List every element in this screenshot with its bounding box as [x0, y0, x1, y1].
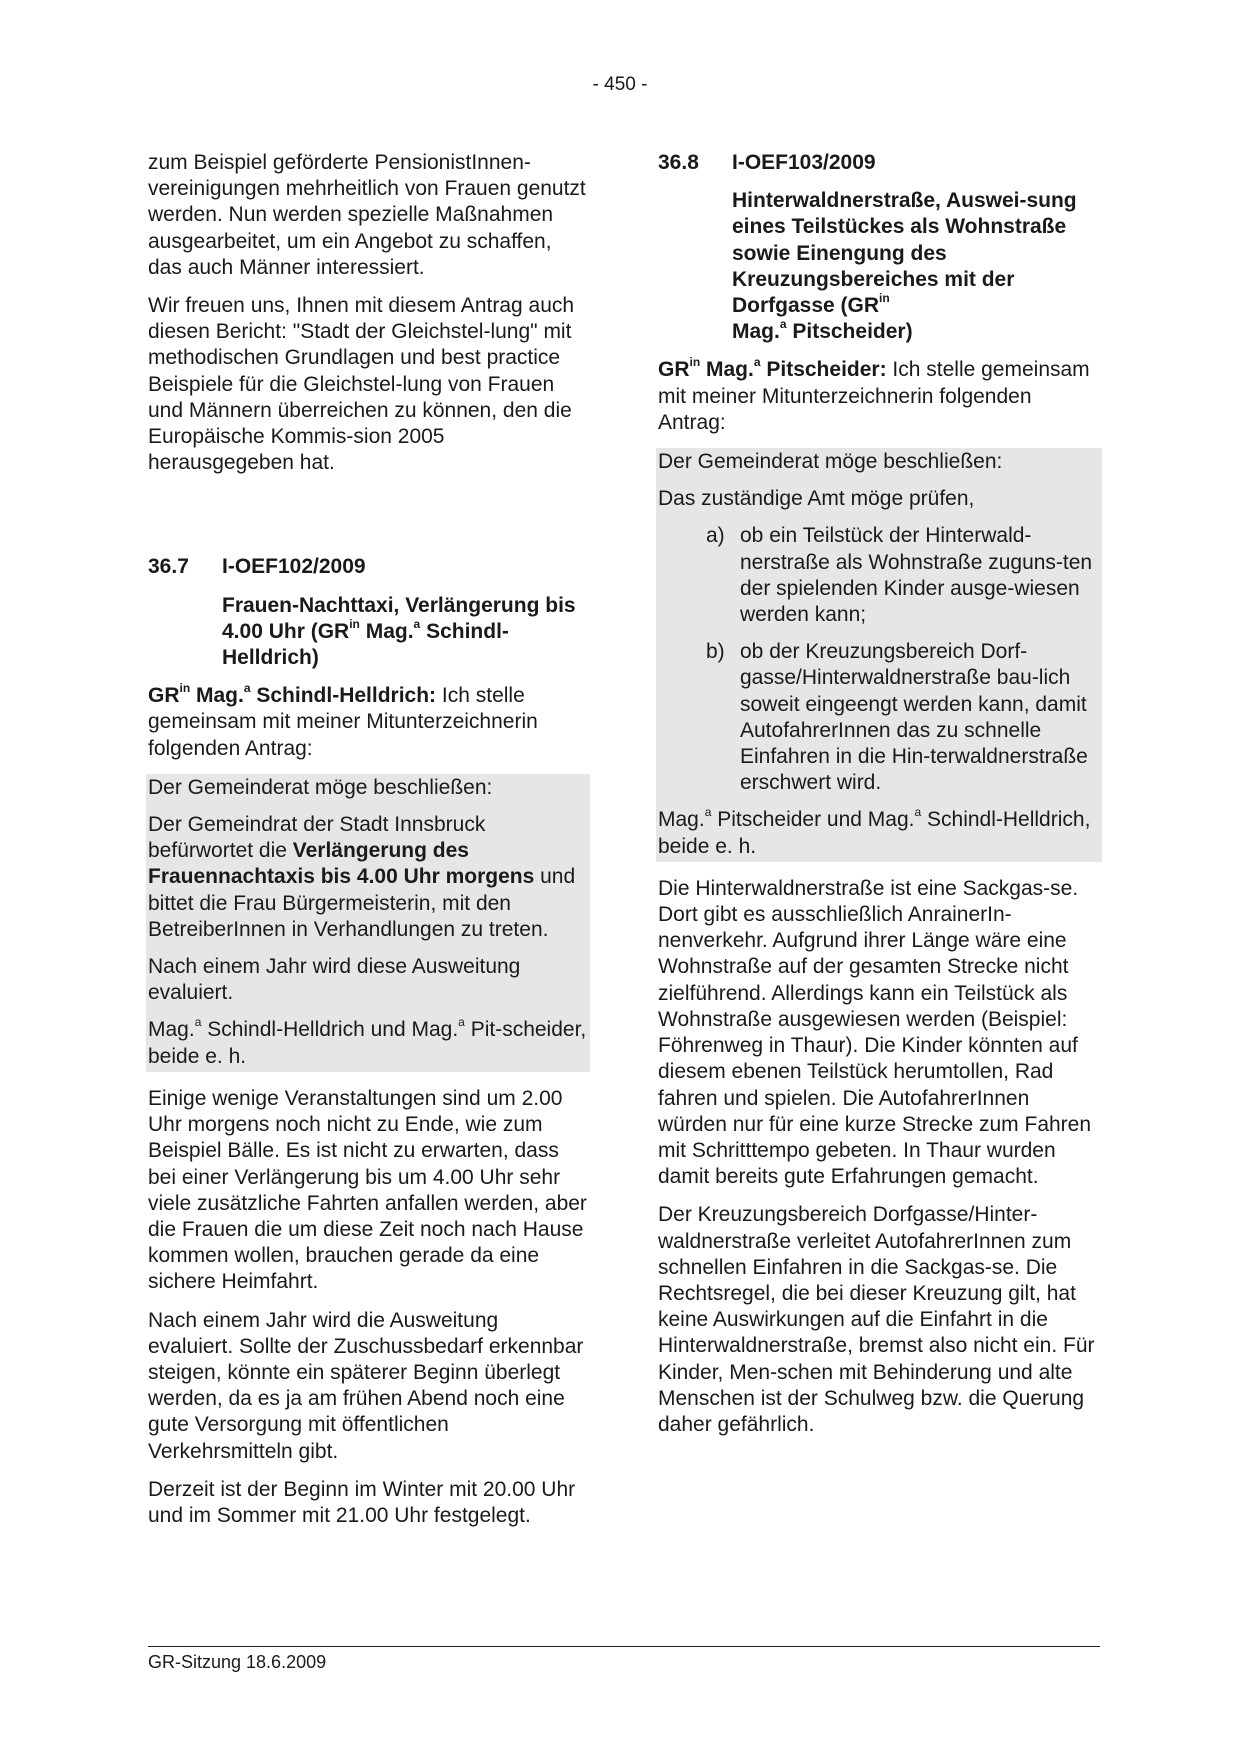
title-text: Mag. [359, 619, 414, 643]
superscript: a [458, 1015, 465, 1030]
superscript: a [243, 681, 251, 696]
speaker-name [148, 681, 437, 708]
speaker-name [658, 355, 887, 382]
paragraph: Die Hinterwaldnerstraße ist eine Sackgas-se. Dort gibt es ausschließlich AnrainerIn-nenverkehr. Aufgrund ihrer Länge wäre eine Wohnstraße auf der gesamten Strecke nicht zielführend. Allerdings kann ein Teilstück als Wohnstraße ausgewiesen werden (Beispiel: Föhrenweg in Thaur). Die Kinder könnten auf diesem ebenen Teilstück herumtollen, Rad fahren und spielen. Die AutofahrerInnen würden nur für eine kurze Strecke zum Fahren mit Schritttempo gebeten. In Thaur wurden damit bereits gute Erfahrungen gemacht. [658, 876, 1092, 1189]
paragraph: zum Beispiel geförderte PensionistInnen-vereinigungen mehrheitlich von Frauen genutzt werden. Nun werden spezielle Maßnahmen ausgearbeitet, um ein Angebot zu schaffen, das auch Männer interessiert. [148, 151, 586, 279]
speaker-mag: Mag. [190, 684, 244, 708]
motion-box [146, 774, 590, 1072]
paragraph: Einige wenige Veranstaltungen sind um 2.00 Uhr morgens noch nicht zu Ende, wie zum Beispiel Bälle. Es ist nicht zu erwarten, dass bei einer Verlängerung bis um 4.00 Uhr sehr viele zusätzliche Fahrten anfallen werden, aber die Frauen die um diese Zeit noch nach Hause kommen wollen, brauchen gerade da eine sichere Heimfahrt. [148, 1086, 587, 1294]
motion-emphasis: Verlängerung des Frauennachtaxis bis 4.00 Uhr morgens [148, 839, 535, 889]
signature-text: Schindl-Helldrich, beide e. h. [658, 808, 1091, 858]
superscript: a [914, 805, 922, 820]
list-marker: b) [706, 640, 725, 664]
motion-check: Das zuständige Amt möge prüfen, [658, 487, 975, 511]
paragraph: Nach einem Jahr wird die Ausweitung evaluiert. Sollte der Zuschussbedarf erkennbar steigen, könnte ein späterer Beginn überlegt werden, da es ja am frühen Abend noch eine gute Versorgung mit öffentlichen Verkehrsmitteln gibt. [148, 1308, 584, 1463]
superscript: a [194, 1015, 202, 1030]
signature-text: Mag. [658, 808, 705, 832]
left-column [148, 150, 588, 1541]
motion-text: und bittet die Frau Bürgermeisterin, mit den BetreiberInnen in Verhandlungen zu treten. [148, 865, 576, 941]
speaker-intro [148, 683, 588, 762]
footer-divider [148, 1646, 1100, 1647]
motion-signature [658, 807, 1100, 859]
section-title [222, 593, 588, 672]
section-number: 36.7 [148, 555, 189, 579]
motion-intro: Der Gemeinderat möge beschließen: [148, 775, 493, 799]
title-text: Hinterwaldnerstraße, Auswei-sung eines Teilstückes als Wohnstraße sowie Einengung des Kreuzungsbereiches mit der Dorfgasse (GR [732, 189, 1077, 318]
title-text: Schindl-Helldrich) [222, 619, 509, 670]
superscript: in [349, 616, 360, 631]
list-text: ob ein Teilstück der Hinterwald-nerstraße als Wohnstraße zuguns-ten der spielenden Kinder ausge-wiesen werden kann; [740, 524, 1093, 627]
signature-text: Schindl-Helldrich und Mag. [201, 1018, 459, 1042]
superscript: a [413, 616, 421, 631]
superscript: a [753, 355, 761, 370]
speaker-text: Ich stelle gemeinsam mit meiner Mitunterzeichnerin folgenden Antrag: [148, 684, 538, 760]
motion-text: Der Gemeindrat der Stadt Innsbruck befürwortet die [148, 813, 486, 863]
list-marker: a) [706, 524, 725, 548]
superscript: in [689, 355, 701, 370]
list-item [706, 523, 1100, 628]
speaker-gr: GR [148, 684, 180, 708]
section-heading [658, 150, 1100, 176]
paragraph: Wir freuen uns, Ihnen mit diesem Antrag auch diesen Bericht: "Stadt der Gleichstel-lung" mit methodischen Grundlagen und best practice Beispiele für die Gleichstel-lung von Frauen und Männern überreichen zu können, den die Europäische Kommis-sion 2005 herausgegeben hat. [148, 294, 575, 475]
speaker-surname: Pitscheider: [760, 358, 887, 382]
paragraph: Derzeit ist der Beginn im Winter mit 20.00 Uhr und im Sommer mit 21.00 Uhr festgelegt. [148, 1477, 576, 1527]
speaker-mag: Mag. [700, 358, 754, 382]
motion-evaluation: Nach einem Jahr wird diese Ausweitung evaluiert. [148, 955, 521, 1005]
section-title [732, 188, 1100, 345]
page-number: - 450 - [592, 74, 648, 95]
signature-text: Pitscheider und Mag. [711, 808, 915, 832]
paragraph: Der Kreuzungsbereich Dorfgasse/Hinter-waldnerstraße verleitet AutofahrerInnen zum schnellen Einfahren in die Sackgas-se. Die Rechtsregel, die bei dieser Kreuzung gilt, hat keine Auswirkungen auf die Einfahrt in die Hinterwaldnerstraße, bremst also nicht ein. Für Kinder, Men-schen mit Behinderung und alte Menschen ist der Schulweg bzw. die Querung daher gefährlich. [658, 1203, 1095, 1436]
motion-box [656, 448, 1102, 862]
list-text: ob der Kreuzungsbereich Dorf-gasse/Hinterwaldnerstraße bau-lich soweit eingeengt werden kann, damit AutofahrerInnen das zu schnelle Einfahren in die Hin-terwaldnerstraße erschwert wird. [740, 640, 1088, 795]
motion-body [148, 812, 588, 943]
superscript: a [779, 317, 787, 332]
section-code: I-OEF103/2009 [732, 151, 876, 174]
section-code: I-OEF102/2009 [222, 555, 366, 579]
title-text: Frauen-Nachttaxi, Verlängerung bis 4.00 Uhr (GR [222, 593, 576, 643]
list-item [706, 639, 1100, 796]
section-heading [148, 554, 588, 580]
speaker-gr: GR [658, 358, 690, 382]
signature-text: Mag. [148, 1018, 195, 1042]
superscript: in [179, 681, 191, 696]
superscript: a [704, 805, 712, 820]
right-column [658, 150, 1100, 1450]
title-text: Pitscheider) [786, 320, 913, 344]
superscript: in [879, 291, 890, 306]
footer: GR-Sitzung 18.6.2009 [148, 1652, 327, 1672]
title-text: Mag. [732, 320, 780, 344]
motion-intro: Der Gemeinderat möge beschließen: [658, 450, 1003, 474]
speaker-text: Ich stelle gemeinsam mit meiner Mitunterzeichnerin folgenden Antrag: [658, 358, 1090, 434]
speaker-intro [658, 357, 1100, 436]
section-number: 36.8 [658, 151, 699, 174]
motion-signature [148, 1017, 588, 1069]
signature-text: Pit-scheider, beide e. h. [148, 1018, 587, 1068]
speaker-surname: Schindl-Helldrich: [250, 684, 437, 708]
